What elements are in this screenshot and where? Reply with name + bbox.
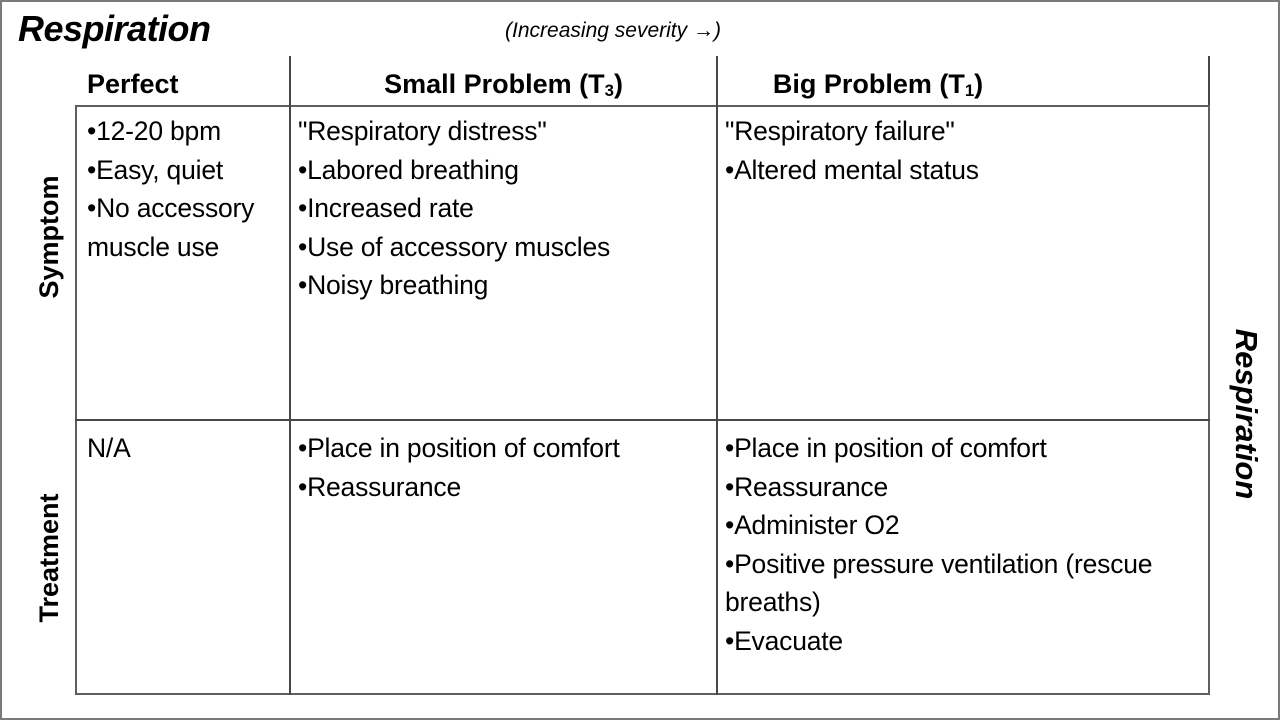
header-subscript: 1 bbox=[964, 81, 975, 100]
header-suffix: ) bbox=[613, 69, 623, 99]
cell-symptom-small-problem bbox=[298, 112, 706, 305]
column-header-perfect bbox=[75, 65, 290, 105]
cell-treatment-perfect bbox=[87, 429, 283, 468]
cell-treatment-small-problem bbox=[298, 429, 706, 506]
cell-line: •Place in position of comfort bbox=[298, 433, 620, 463]
cell-line: •Place in position of comfort bbox=[725, 433, 1047, 463]
column-divider-line bbox=[716, 105, 718, 695]
cell-line: •Noisy breathing bbox=[298, 270, 489, 300]
header-divider-line bbox=[289, 56, 291, 105]
row-divider-line bbox=[75, 419, 1210, 421]
cell-line: •Evacuate bbox=[725, 625, 843, 656]
cell-line: "Respiratory failure" bbox=[725, 116, 955, 146]
cell-symptom-perfect bbox=[87, 112, 283, 266]
header-text: Small Problem (T bbox=[384, 69, 605, 99]
column-header-big-problem bbox=[717, 65, 1039, 105]
side-label-respiration: Respiration bbox=[1229, 328, 1264, 500]
increasing-severity-note: (Increasing severity →) bbox=[505, 19, 721, 42]
row-label-treatment: Treatment bbox=[34, 493, 64, 623]
cell-line: •Easy, quiet bbox=[87, 154, 224, 185]
cell-line: •Altered mental status bbox=[725, 154, 979, 185]
cell-line: •Reassurance bbox=[298, 471, 462, 502]
page-title: Respiration bbox=[18, 8, 211, 49]
cell-line: •Administer O2 bbox=[725, 510, 900, 540]
cell-line: •12-20 bpm bbox=[87, 116, 221, 146]
cell-line: •Use of accessory muscles bbox=[298, 231, 611, 262]
cell-line: •Positive pressure ventilation (rescue breaths) bbox=[725, 548, 1153, 617]
cell-line: N/A bbox=[87, 433, 131, 463]
row-label-symptom: Symptom bbox=[34, 175, 64, 299]
header-text: Big Problem (T bbox=[772, 69, 965, 99]
cell-symptom-big-problem bbox=[725, 112, 1195, 189]
header-divider-line bbox=[1208, 56, 1210, 105]
cell-line: •Labored breathing bbox=[298, 154, 519, 185]
header-suffix: ) bbox=[974, 69, 984, 99]
cell-line: •No accessory muscle use bbox=[87, 193, 255, 262]
header-text: Perfect bbox=[87, 69, 179, 99]
cell-treatment-big-problem bbox=[725, 429, 1167, 660]
cell-line: •Increased rate bbox=[298, 193, 474, 223]
header-divider-line bbox=[716, 56, 718, 105]
header-subscript: 3 bbox=[604, 81, 614, 100]
column-header-small-problem bbox=[290, 65, 717, 105]
cell-line: "Respiratory distress" bbox=[298, 116, 547, 146]
column-divider-line bbox=[289, 105, 291, 695]
cell-line: •Reassurance bbox=[725, 471, 889, 502]
